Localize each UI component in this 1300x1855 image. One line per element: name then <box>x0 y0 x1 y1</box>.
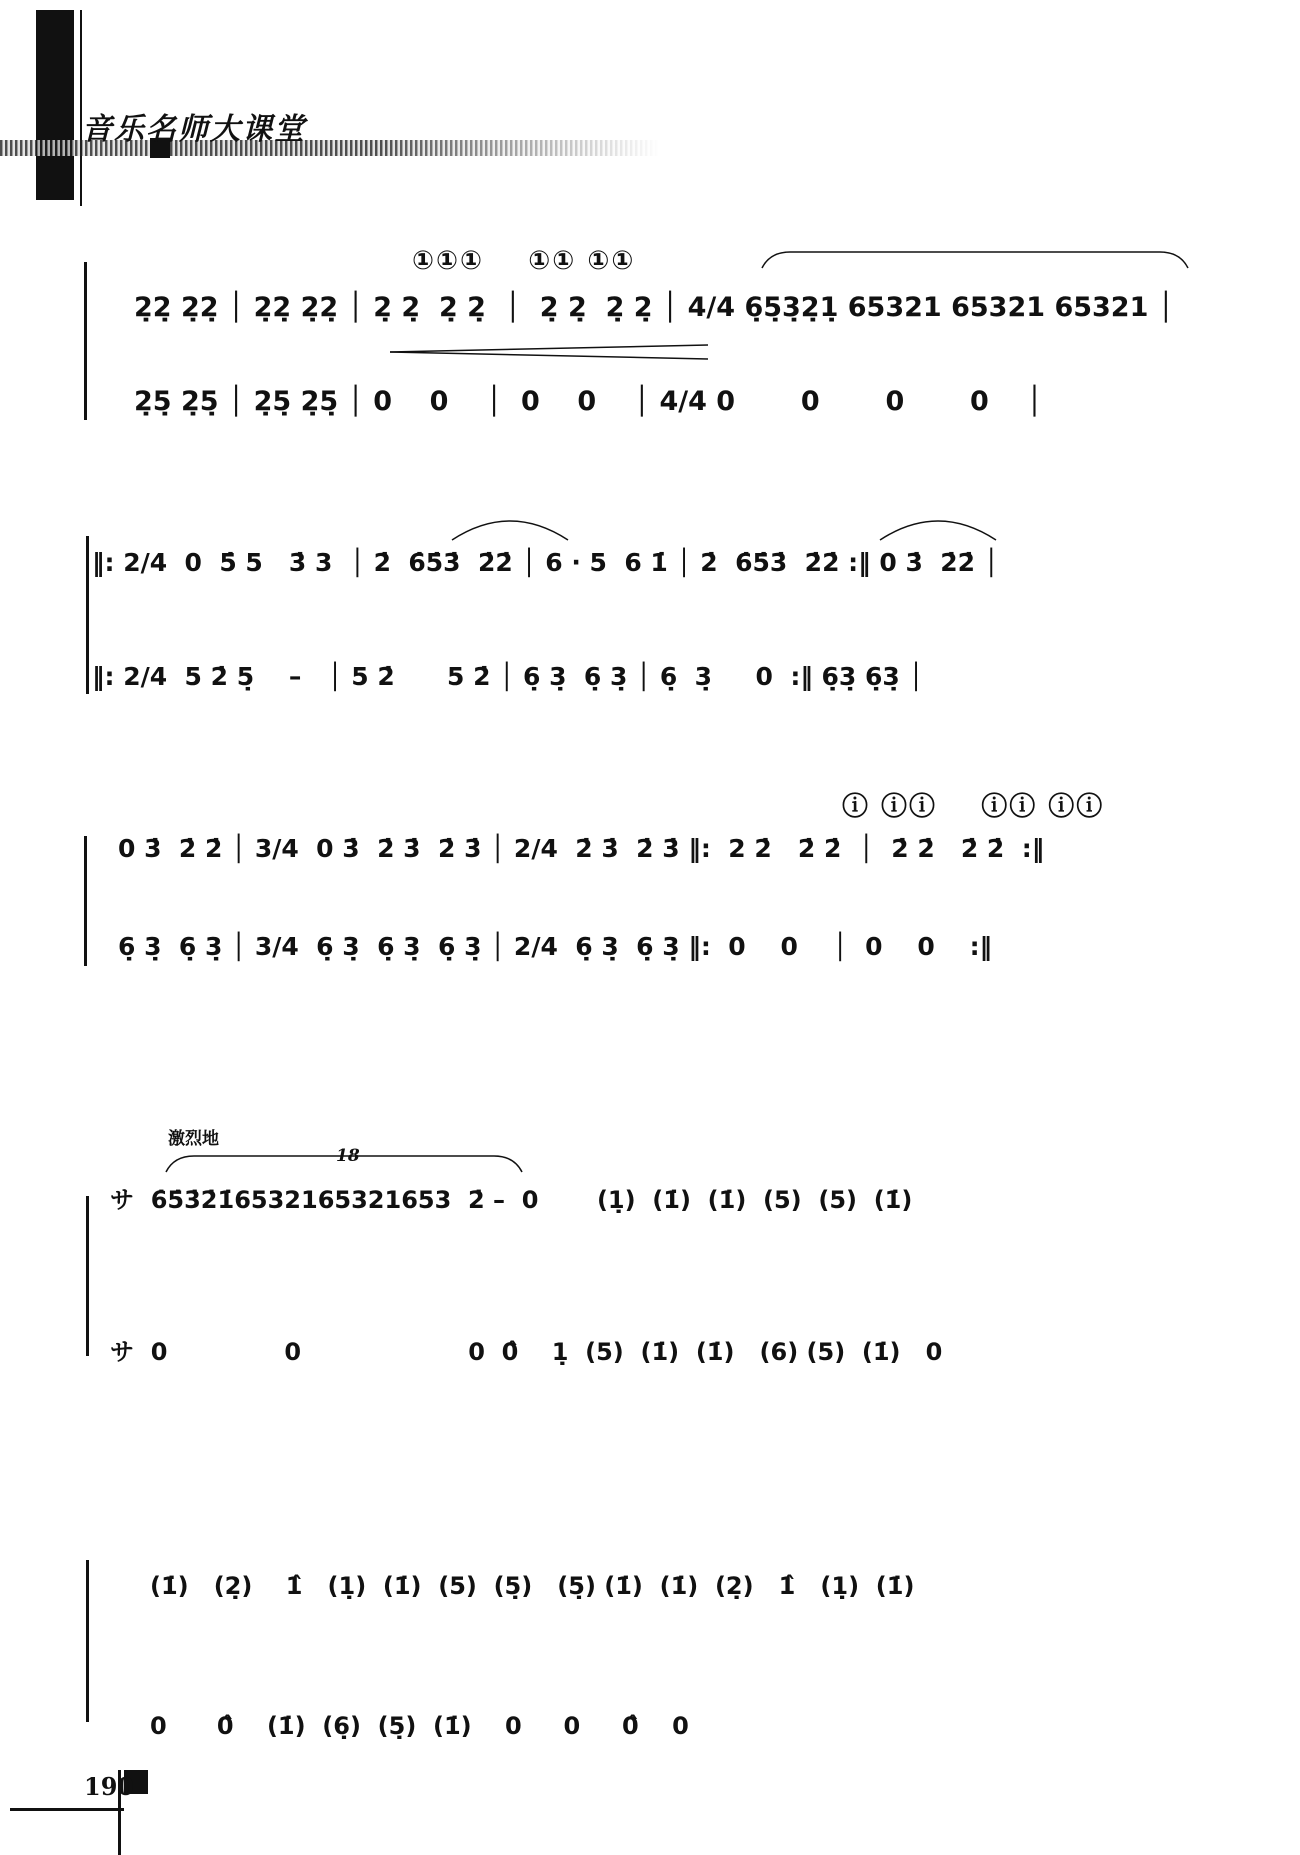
triplet-slur <box>878 512 998 542</box>
lower-staff-notes: サ 0 0 0 0̂ 1̣ (5) (1̇) (1̇) (6) (5) (1̇) 0 <box>110 1338 943 1366</box>
header-title: 音乐名师大课堂 <box>82 112 306 147</box>
upper-staff-notes: サ 6̇5̇3̇2̇1̇6532165321653 2̇ – 0 (1̣) (1̇) (1̇) (5) (5) (1̇) <box>110 1186 913 1214</box>
crescendo-hairpin <box>390 343 710 361</box>
upper-staff-notes: 2̣2̣ 2̣2̣ │ 2̣2̣ 2̣2̣ │ 2̣ 2̣ 2̣ 2̣ │ 2̣ 2̣ 2̣ 2̣ │ 4/4 6̣5̣3̣2̣1̣ 65321 65321 65321 │ <box>134 292 1175 323</box>
system-brace <box>86 1196 89 1356</box>
system-brace <box>84 262 87 420</box>
upper-staff-notes: (1̇) (2̣) 1̂ (1̣) (1̇) (5) (5̣) (5̣) (1̇) (1̇) (2̣) 1̂ (1̣) (1̇) <box>150 1572 915 1600</box>
upper-staff-notes: 0 3̇ 2̇ 2̇ │ 3/4 0 3̇ 2̇ 3̇ 2̇ 3̇ │ 2/4 2̇ 3̇ 2̇ 3̇ ‖: 2 2̇ 2̇ 2̇ │ 2̇ 2̇ 2̇ 2̇ :‖ <box>118 834 1045 863</box>
system-brace <box>86 1560 89 1722</box>
upper-staff-notes: ‖: 2/4 0 5̇ 5 3̇ 3 │ 2̇ 6̇5̇3̇ 2̇2̇ │ 6 · 5 6 1̇ │ 2̇ 6̇5̇3̇ 2̇2̇ :‖ 0 3̇ 2̇2̇ │ <box>92 548 999 577</box>
header-bar <box>36 10 74 200</box>
phrase-slur <box>760 250 1190 270</box>
system-brace <box>86 536 89 694</box>
lower-staff-notes: 2̣5̣ 2̣5̣ │ 2̣5̣ 2̣5̣ │ 0 0 │ 0 0 │ 4/4 0 0 0 0 │ <box>134 386 1043 417</box>
fingering-marks: ①①① ①① ①① <box>412 246 636 276</box>
lower-staff-notes: ‖: 2/4 5 2̇ 5̣ – │ 5 2̇ 5 2̇ │ 6̣ 3̣ 6̣ 3̣ │ 6̣ 3̣ 0 :‖ 6̣3̣ 6̣3̣ │ <box>92 662 924 691</box>
triplet-slur <box>450 512 570 542</box>
tuplet-number: 18 <box>336 1146 360 1166</box>
fingering-marks: ⓘ ⓘⓘ ⓘⓘ ⓘⓘ <box>842 792 1105 822</box>
lower-staff-notes: 6̣ 3̣ 6̣ 3̣ │ 3/4 6̣ 3̣ 6̣ 3̣ 6̣ 3̣ │ 2/4 6̣ 3̣ 6̣ 3̣ ‖: 0 0 │ 0 0 :‖ <box>118 932 993 961</box>
page-number: 190 <box>84 1772 135 1801</box>
tuplet-slur <box>164 1152 524 1174</box>
system-brace <box>84 836 87 966</box>
tempo-marking: 激烈地 <box>168 1129 219 1149</box>
lower-staff-notes: 0 0̂ (1̇) (6̣) (5̣) (1̇) 0 0 0̂ 0 <box>150 1712 689 1740</box>
